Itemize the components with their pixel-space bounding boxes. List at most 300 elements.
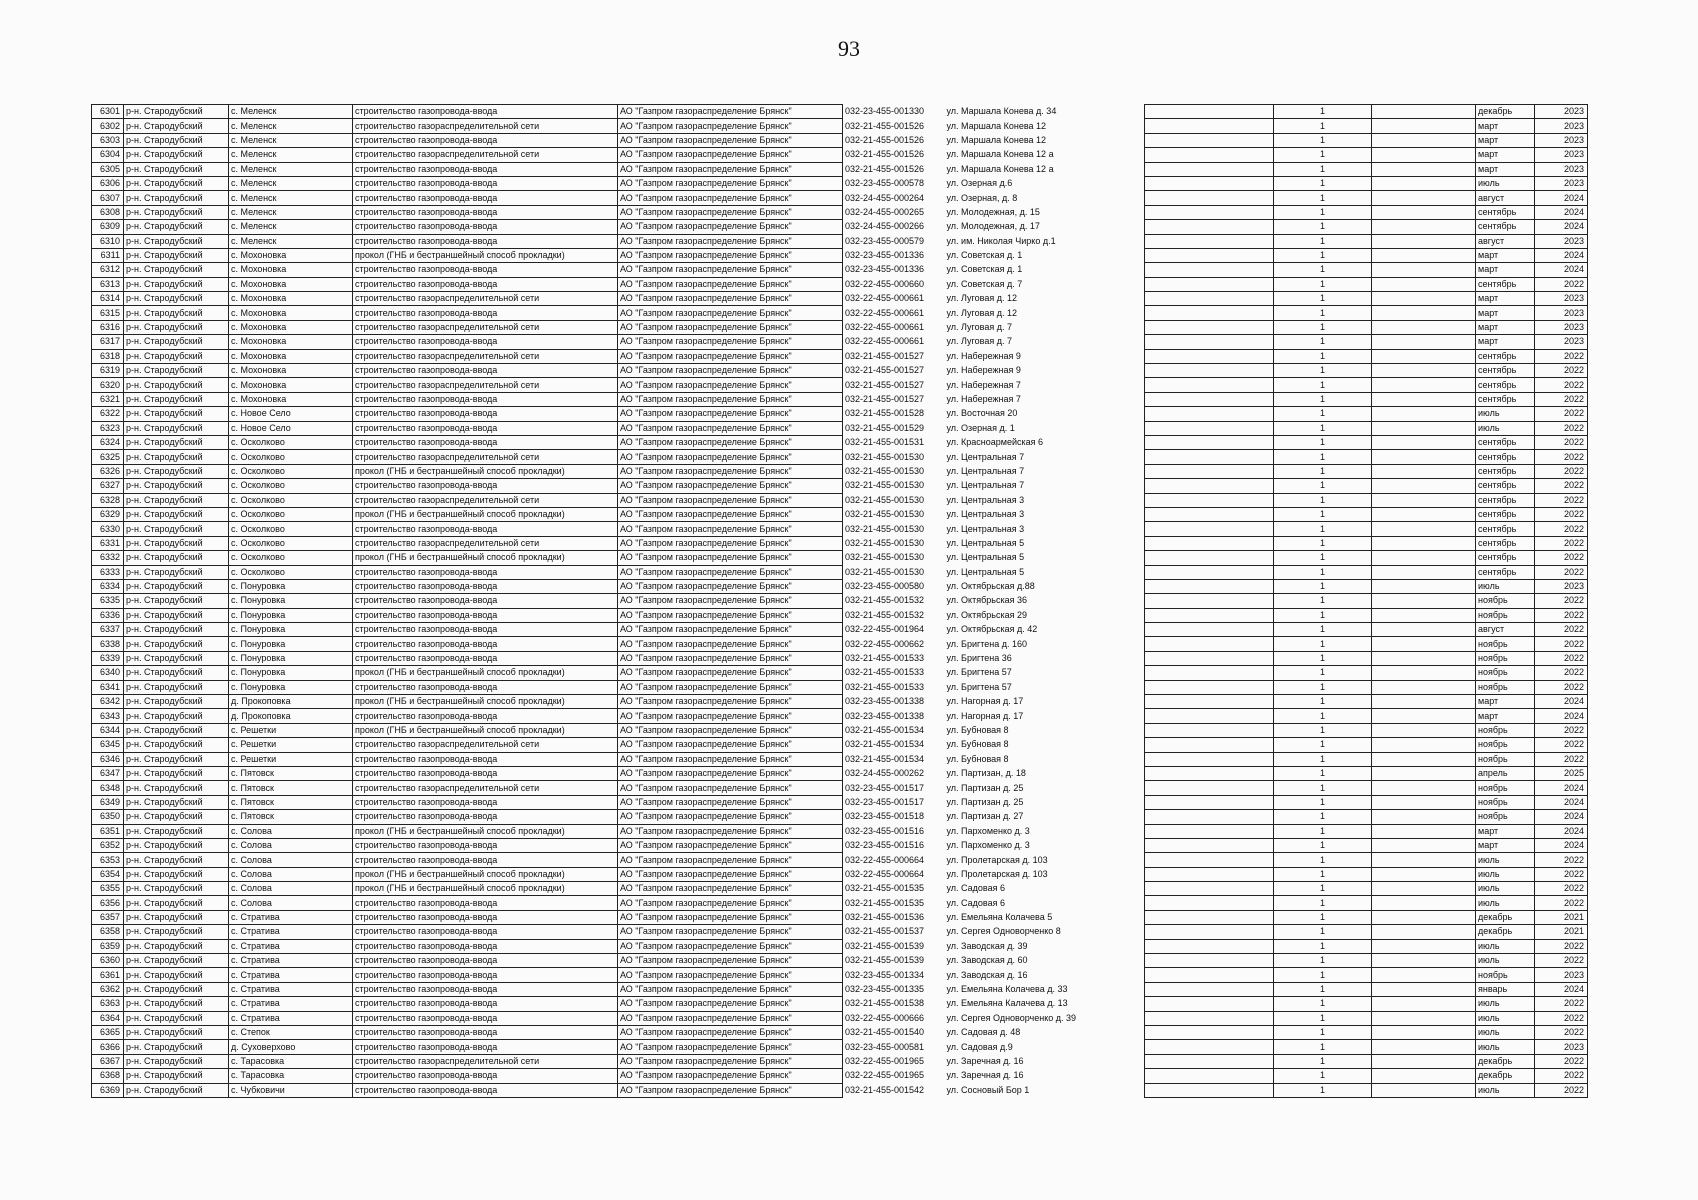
table-row: 6363 р-н. Стародубский с. Стратива строительство газопровода-ввода АО "Газпром газораспределение Брянск" 032-21-455-001538 ул. Емельяна Калачева д. 13	[92, 997, 945, 1011]
row-number-cell: 6319	[92, 364, 124, 378]
district-cell: р-н. Стародубский	[124, 680, 229, 694]
district-cell: р-н. Стародубский	[124, 795, 229, 809]
district-cell: р-н. Стародубский	[124, 867, 229, 881]
year-cell: 2023	[1535, 162, 1588, 176]
blank-cell	[1145, 882, 1274, 896]
work-type-cell: строительство газопровода-ввода	[353, 176, 618, 190]
organization-cell: АО "Газпром газораспределение Брянск"	[618, 651, 843, 665]
row-number-cell: 6332	[92, 551, 124, 565]
quantity-cell: 1	[1274, 450, 1372, 464]
table-row	[1145, 723, 1588, 737]
table-row	[1145, 450, 1588, 464]
table-row: 6339 р-н. Стародубский с. Понуровка строительство газопровода-ввода АО "Газпром газораспределение Брянск" 032-21-455-001533 ул. Бригтена 36	[92, 651, 945, 665]
quantity-cell: 1	[1274, 248, 1372, 262]
row-number-cell: 6316	[92, 320, 124, 334]
table-row: 6307 р-н. Стародубский с. Меленск строительство газопровода-ввода АО "Газпром газораспределение Брянск" 032-24-455-000264 ул. Озерная, д. 8	[92, 191, 945, 205]
row-number-cell: 6358	[92, 925, 124, 939]
quantity-cell: 1	[1274, 781, 1372, 795]
year-cell: 2022	[1535, 882, 1588, 896]
blank-cell	[1372, 105, 1476, 119]
table-row	[1145, 882, 1588, 896]
table-row	[1145, 738, 1588, 752]
row-number-cell: 6307	[92, 191, 124, 205]
blank-cell	[1145, 968, 1274, 982]
table-row: 6304 р-н. Стародубский с. Меленск строительство газораспределительной сети АО "Газпром газораспределение Брянск" 032-21-455-001526 ул. Маршала Конева 12 а	[92, 148, 945, 162]
work-type-cell: прокол (ГНБ и бестраншейный способ прокладки)	[353, 666, 618, 680]
work-type-cell: строительство газопровода-ввода	[353, 939, 618, 953]
work-type-cell: прокол (ГНБ и бестраншейный способ прокладки)	[353, 551, 618, 565]
year-cell: 2022	[1535, 435, 1588, 449]
table-row	[1145, 579, 1588, 593]
year-cell: 2022	[1535, 507, 1588, 521]
table-row	[1145, 364, 1588, 378]
blank-cell	[1372, 205, 1476, 219]
table-row: 6334 р-н. Стародубский с. Понуровка строительство газопровода-ввода АО "Газпром газораспределение Брянск" 032-23-455-000580 ул. Октябрьская д.88	[92, 579, 945, 593]
district-cell: р-н. Стародубский	[124, 435, 229, 449]
object-code-cell: 032-22-455-001965	[845, 1055, 925, 1066]
object-code-cell: 032-23-455-001517	[845, 796, 925, 807]
organization-cell: АО "Газпром газораспределение Брянск"	[618, 882, 843, 896]
year-cell: 2024	[1535, 220, 1588, 234]
month-cell: июль	[1476, 1026, 1535, 1040]
object-code-cell: 032-22-455-000666	[845, 1012, 925, 1023]
work-type-cell: строительство газопровода-ввода	[353, 968, 618, 982]
year-cell: 2022	[1535, 594, 1588, 608]
row-number-cell: 6301	[92, 105, 124, 119]
object-code-cell: 032-21-455-001527	[845, 394, 925, 404]
table-row: 6341 р-н. Стародубский с. Понуровка строительство газопровода-ввода АО "Газпром газораспределение Брянск" 032-21-455-001533 ул. Бригтена 57	[92, 680, 945, 694]
row-number-cell: 6350	[92, 810, 124, 824]
table-row	[1145, 148, 1588, 162]
table-row: 6329 р-н. Стародубский с. Осколково прокол (ГНБ и бестраншейный способ прокладки) АО "Газпром газораспределение Брянск" 032-21-455-001530 ул. Центральная 3	[92, 507, 945, 521]
quantity-cell: 1	[1274, 133, 1372, 147]
district-cell: р-н. Стародубский	[124, 810, 229, 824]
table-row	[1145, 1069, 1588, 1083]
blank-cell	[1372, 162, 1476, 176]
table-row: 6320 р-н. Стародубский с. Мохоновка строительство газораспределительной сети АО "Газпром газораспределение Брянск" 032-21-455-001527 ул. Набережная 7	[92, 378, 945, 392]
row-number-cell: 6318	[92, 349, 124, 363]
row-number-cell: 6337	[92, 623, 124, 637]
organization-cell: АО "Газпром газораспределение Брянск"	[618, 954, 843, 968]
table-row	[1145, 795, 1588, 809]
work-type-cell: строительство газопровода-ввода	[353, 205, 618, 219]
organization-cell: АО "Газпром газораспределение Брянск"	[618, 536, 843, 550]
work-type-cell: строительство газопровода-ввода	[353, 896, 618, 910]
settlement-cell: с. Стратива	[229, 910, 353, 924]
work-type-cell: строительство газопровода-ввода	[353, 522, 618, 536]
month-cell: январь	[1476, 982, 1535, 996]
year-cell: 2021	[1535, 925, 1588, 939]
blank-cell	[1145, 522, 1274, 536]
blank-cell	[1145, 623, 1274, 637]
settlement-cell: с. Солова	[229, 853, 353, 867]
object-code-cell: 032-21-455-001527	[845, 365, 925, 376]
work-type-cell: строительство газопровода-ввода	[353, 954, 618, 968]
object-code-cell: 032-21-455-001527	[845, 350, 925, 361]
settlement-cell: с. Решетки	[229, 752, 353, 766]
work-type-cell: строительство газопровода-ввода	[353, 1011, 618, 1025]
district-cell: р-н. Стародубский	[124, 479, 229, 493]
organization-cell: АО "Газпром газораспределение Брянск"	[618, 565, 843, 579]
blank-cell	[1372, 148, 1476, 162]
table-row: 6362 р-н. Стародубский с. Стратива строительство газопровода-ввода АО "Газпром газораспределение Брянск" 032-23-455-001335 ул. Емельяна Колачева д. 33	[92, 982, 945, 996]
row-number-cell: 6369	[92, 1083, 124, 1097]
settlement-cell: с. Осколково	[229, 479, 353, 493]
month-cell: июль	[1476, 1011, 1535, 1025]
table-row: 6340 р-н. Стародубский с. Понуровка прокол (ГНБ и бестраншейный способ прокладки) АО "Газпром газораспределение Брянск" 032-21-455-001533 ул. Бригтена 57	[92, 666, 945, 680]
blank-cell	[1372, 738, 1476, 752]
year-cell: 2022	[1535, 392, 1588, 406]
blank-cell	[1372, 695, 1476, 709]
quantity-cell: 1	[1274, 277, 1372, 291]
row-number-cell: 6321	[92, 392, 124, 406]
work-type-cell: строительство газораспределительной сети	[353, 349, 618, 363]
month-cell: ноябрь	[1476, 651, 1535, 665]
organization-cell: АО "Газпром газораспределение Брянск"	[618, 292, 843, 306]
year-cell: 2024	[1535, 982, 1588, 996]
year-cell: 2022	[1535, 623, 1588, 637]
row-number-cell: 6351	[92, 824, 124, 838]
blank-cell	[1145, 695, 1274, 709]
organization-cell: АО "Газпром газораспределение Брянск"	[618, 579, 843, 593]
blank-cell	[1145, 148, 1274, 162]
quantity-cell: 1	[1274, 910, 1372, 924]
row-number-cell: 6343	[92, 709, 124, 723]
table-row: 6333 р-н. Стародубский с. Осколково строительство газопровода-ввода АО "Газпром газораспределение Брянск" 032-21-455-001530 ул. Центральная 5	[92, 565, 945, 579]
month-cell: сентябрь	[1476, 364, 1535, 378]
table-row: 6315 р-н. Стародубский с. Мохоновка строительство газопровода-ввода АО "Газпром газораспределение Брянск" 032-22-455-000661 ул. Луговая д. 12	[92, 306, 945, 320]
year-cell: 2022	[1535, 680, 1588, 694]
year-cell: 2022	[1535, 536, 1588, 550]
table-row	[1145, 234, 1588, 248]
month-cell: ноябрь	[1476, 680, 1535, 694]
table-row	[1145, 565, 1588, 579]
work-type-cell: строительство газопровода-ввода	[353, 766, 618, 780]
object-code-cell: 032-23-455-000578	[845, 178, 925, 189]
table-row: 6348 р-н. Стародубский с. Пятовск строительство газораспределительной сети АО "Газпром газораспределение Брянск" 032-23-455-001517 ул. Партизан д. 25	[92, 781, 945, 795]
year-cell: 2022	[1535, 277, 1588, 291]
table-row: 6327 р-н. Стародубский с. Осколково строительство газопровода-ввода АО "Газпром газораспределение Брянск" 032-21-455-001530 ул. Центральная 7	[92, 479, 945, 493]
organization-cell: АО "Газпром газораспределение Брянск"	[618, 1040, 843, 1054]
quantity-cell: 1	[1274, 594, 1372, 608]
blank-cell	[1372, 968, 1476, 982]
settlement-cell: с. Степок	[229, 1026, 353, 1040]
district-cell: р-н. Стародубский	[124, 1026, 229, 1040]
row-number-cell: 6361	[92, 968, 124, 982]
settlement-cell: д. Прокоповка	[229, 709, 353, 723]
blank-cell	[1372, 824, 1476, 838]
month-cell: сентябрь	[1476, 464, 1535, 478]
table-row: 6314 р-н. Стародубский с. Мохоновка строительство газораспределительной сети АО "Газпром газораспределение Брянск" 032-22-455-000661 ул. Луговая д. 12	[92, 292, 945, 306]
row-number-cell: 6342	[92, 695, 124, 709]
settlement-cell: с. Стратива	[229, 968, 353, 982]
organization-cell: АО "Газпром газораспределение Брянск"	[618, 191, 843, 205]
year-cell: 2022	[1535, 1083, 1588, 1097]
work-type-cell: строительство газопровода-ввода	[353, 191, 618, 205]
blank-cell	[1372, 594, 1476, 608]
table-row	[1145, 119, 1588, 133]
year-cell: 2022	[1535, 522, 1588, 536]
row-number-cell: 6326	[92, 464, 124, 478]
table-row	[1145, 205, 1588, 219]
blank-cell	[1372, 306, 1476, 320]
blank-cell	[1372, 896, 1476, 910]
organization-cell: АО "Газпром газораспределение Брянск"	[618, 637, 843, 651]
settlement-cell: с. Меленск	[229, 133, 353, 147]
organization-cell: АО "Газпром газораспределение Брянск"	[618, 392, 843, 406]
row-number-cell: 6366	[92, 1040, 124, 1054]
quantity-cell: 1	[1274, 795, 1372, 809]
row-number-cell: 6360	[92, 954, 124, 968]
year-cell: 2022	[1535, 364, 1588, 378]
row-number-cell: 6349	[92, 795, 124, 809]
object-code-cell: 032-22-455-000664	[845, 868, 925, 879]
row-number-cell: 6340	[92, 666, 124, 680]
blank-cell	[1145, 133, 1274, 147]
organization-cell: АО "Газпром газораспределение Брянск"	[618, 105, 843, 119]
year-cell: 2022	[1535, 565, 1588, 579]
organization-cell: АО "Газпром газораспределение Брянск"	[618, 248, 843, 262]
blank-cell	[1372, 220, 1476, 234]
table-row	[1145, 982, 1588, 996]
blank-cell	[1145, 435, 1274, 449]
table-row	[1145, 968, 1588, 982]
blank-cell	[1372, 637, 1476, 651]
row-number-cell: 6345	[92, 738, 124, 752]
blank-cell	[1372, 392, 1476, 406]
object-code-cell: 032-23-455-000579	[845, 235, 925, 246]
quantity-cell: 1	[1274, 954, 1372, 968]
table-row	[1145, 896, 1588, 910]
object-code-cell: 032-23-455-000580	[845, 581, 925, 592]
district-cell: р-н. Стародубский	[124, 191, 229, 205]
settlement-cell: с. Осколково	[229, 536, 353, 550]
row-number-cell: 6348	[92, 781, 124, 795]
table-row: 6309 р-н. Стародубский с. Меленск строительство газопровода-ввода АО "Газпром газораспределение Брянск" 032-24-455-000266 ул. Молодежная, д. 17	[92, 220, 945, 234]
district-cell: р-н. Стародубский	[124, 637, 229, 651]
settlement-cell: с. Стратива	[229, 954, 353, 968]
object-code-cell: 032-21-455-001530	[845, 566, 925, 577]
blank-cell	[1372, 939, 1476, 953]
row-number-cell: 6306	[92, 176, 124, 190]
row-number-cell: 6353	[92, 853, 124, 867]
settlement-cell: с. Меленск	[229, 162, 353, 176]
page-number: 93	[838, 36, 860, 61]
table-row	[1145, 176, 1588, 190]
object-code-cell: 032-22-455-001965	[845, 1070, 925, 1081]
organization-cell: АО "Газпром газораспределение Брянск"	[618, 335, 843, 349]
work-type-cell: строительство газопровода-ввода	[353, 1040, 618, 1054]
month-cell: сентябрь	[1476, 536, 1535, 550]
quantity-cell: 1	[1274, 205, 1372, 219]
blank-cell	[1145, 637, 1274, 651]
district-cell: р-н. Стародубский	[124, 176, 229, 190]
work-type-cell: строительство газопровода-ввода	[353, 234, 618, 248]
blank-cell	[1145, 349, 1274, 363]
blank-cell	[1145, 320, 1274, 334]
year-cell: 2022	[1535, 608, 1588, 622]
year-cell: 2022	[1535, 637, 1588, 651]
row-number-cell: 6331	[92, 536, 124, 550]
quantity-cell: 1	[1274, 651, 1372, 665]
table-row	[1145, 133, 1588, 147]
work-type-cell: строительство газопровода-ввода	[353, 421, 618, 435]
organization-cell: АО "Газпром газораспределение Брянск"	[618, 435, 843, 449]
month-cell: август	[1476, 623, 1535, 637]
table-row: 6322 р-н. Стародубский с. Новое Село строительство газопровода-ввода АО "Газпром газораспределение Брянск" 032-21-455-001528 ул. Восточная 20	[92, 407, 945, 421]
row-number-cell: 6363	[92, 997, 124, 1011]
blank-cell	[1372, 119, 1476, 133]
work-type-cell: строительство газопровода-ввода	[353, 162, 618, 176]
district-cell: р-н. Стародубский	[124, 248, 229, 262]
table-row: 6321 р-н. Стародубский с. Мохоновка строительство газопровода-ввода АО "Газпром газораспределение Брянск" 032-21-455-001527 ул. Набережная 7	[92, 392, 945, 406]
month-cell: июль	[1476, 896, 1535, 910]
organization-cell: АО "Газпром газораспределение Брянск"	[618, 623, 843, 637]
month-cell: ноябрь	[1476, 752, 1535, 766]
blank-cell	[1145, 1054, 1274, 1068]
quantity-cell: 1	[1274, 335, 1372, 349]
month-cell: сентябрь	[1476, 450, 1535, 464]
table-row: 6317 р-н. Стародубский с. Мохоновка строительство газопровода-ввода АО "Газпром газораспределение Брянск" 032-22-455-000661 ул. Луговая д. 7	[92, 335, 945, 349]
quantity-cell: 1	[1274, 824, 1372, 838]
district-cell: р-н. Стародубский	[124, 162, 229, 176]
table-row: 6369 р-н. Стародубский с. Чубковичи строительство газопровода-ввода АО "Газпром газораспределение Брянск" 032-21-455-001542 ул. Сосновый Бор 1	[92, 1083, 945, 1097]
month-cell: март	[1476, 148, 1535, 162]
settlement-cell: с. Меленск	[229, 176, 353, 190]
quantity-cell: 1	[1274, 435, 1372, 449]
blank-cell	[1372, 407, 1476, 421]
quantity-cell: 1	[1274, 162, 1372, 176]
settlement-cell: с. Понуровка	[229, 579, 353, 593]
blank-cell	[1145, 810, 1274, 824]
blank-cell	[1145, 1083, 1274, 1097]
organization-cell: АО "Газпром газораспределение Брянск"	[618, 407, 843, 421]
month-cell: декабрь	[1476, 105, 1535, 119]
district-cell: р-н. Стародубский	[124, 1069, 229, 1083]
district-cell: р-н. Стародубский	[124, 709, 229, 723]
quantity-cell: 1	[1274, 738, 1372, 752]
organization-cell: АО "Газпром газораспределение Брянск"	[618, 709, 843, 723]
month-cell: август	[1476, 191, 1535, 205]
month-cell: июль	[1476, 853, 1535, 867]
quantity-cell: 1	[1274, 148, 1372, 162]
table-row: 6306 р-н. Стародубский с. Меленск строительство газопровода-ввода АО "Газпром газораспределение Брянск" 032-23-455-000578 ул. Озерная д.6	[92, 176, 945, 190]
year-cell: 2023	[1535, 234, 1588, 248]
object-code-cell: 032-21-455-001533	[845, 681, 925, 692]
object-code-cell: 032-21-455-001529	[845, 422, 925, 433]
object-code-cell: 032-21-455-001539	[845, 955, 925, 966]
object-code-cell: 032-21-455-001535	[845, 883, 925, 894]
work-type-cell: прокол (ГНБ и бестраншейный способ прокладки)	[353, 248, 618, 262]
quantity-cell: 1	[1274, 752, 1372, 766]
settlement-cell: с. Меленск	[229, 220, 353, 234]
organization-cell: АО "Газпром газораспределение Брянск"	[618, 925, 843, 939]
blank-cell	[1372, 1054, 1476, 1068]
work-type-cell: строительство газопровода-ввода	[353, 565, 618, 579]
table-row: 6330 р-н. Стародубский с. Осколково строительство газопровода-ввода АО "Газпром газораспределение Брянск" 032-21-455-001530 ул. Центральная 3	[92, 522, 945, 536]
table-row	[1145, 551, 1588, 565]
row-number-cell: 6310	[92, 234, 124, 248]
year-cell: 2022	[1535, 378, 1588, 392]
blank-cell	[1372, 1040, 1476, 1054]
table-row	[1145, 162, 1588, 176]
blank-cell	[1145, 407, 1274, 421]
work-type-cell: строительство газопровода-ввода	[353, 1026, 618, 1040]
district-cell: р-н. Стародубский	[124, 608, 229, 622]
table-row: 6344 р-н. Стародубский с. Решетки прокол (ГНБ и бестраншейный способ прокладки) АО "Газпром газораспределение Брянск" 032-21-455-001534 ул. Бубновая 8	[92, 723, 945, 737]
work-type-cell: строительство газопровода-ввода	[353, 982, 618, 996]
settlement-cell: с. Осколково	[229, 522, 353, 536]
work-type-cell: прокол (ГНБ и бестраншейный способ прокладки)	[353, 882, 618, 896]
district-cell: р-н. Стародубский	[124, 1011, 229, 1025]
table-row	[1145, 637, 1588, 651]
table-row: 6324 р-н. Стародубский с. Осколково строительство газопровода-ввода АО "Газпром газораспределение Брянск" 032-21-455-001531 ул. Красноармейская 6	[92, 435, 945, 449]
quantity-cell: 1	[1274, 882, 1372, 896]
year-cell: 2024	[1535, 781, 1588, 795]
object-code-cell: 032-21-455-001530	[845, 523, 925, 534]
table-row: 6323 р-н. Стародубский с. Новое Село строительство газопровода-ввода АО "Газпром газораспределение Брянск" 032-21-455-001529 ул. Озерная д. 1	[92, 421, 945, 435]
year-cell: 2022	[1535, 752, 1588, 766]
work-type-cell: строительство газопровода-ввода	[353, 277, 618, 291]
table-row	[1145, 594, 1588, 608]
table-row	[1145, 421, 1588, 435]
district-cell: р-н. Стародубский	[124, 292, 229, 306]
district-cell: р-н. Стародубский	[124, 464, 229, 478]
blank-cell	[1372, 781, 1476, 795]
month-cell: сентябрь	[1476, 507, 1535, 521]
table-row: 6331 р-н. Стародубский с. Осколково строительство газораспределительной сети АО "Газпром газораспределение Брянск" 032-21-455-001530 ул. Центральная 5	[92, 536, 945, 550]
quantity-cell: 1	[1274, 666, 1372, 680]
table-row	[1145, 781, 1588, 795]
work-type-cell: строительство газопровода-ввода	[353, 853, 618, 867]
object-code-cell: 032-22-455-000661	[845, 322, 925, 333]
organization-cell: АО "Газпром газораспределение Брянск"	[618, 306, 843, 320]
table-row	[1145, 105, 1588, 119]
district-cell: р-н. Стародубский	[124, 220, 229, 234]
table-row	[1145, 392, 1588, 406]
table-row	[1145, 349, 1588, 363]
month-cell: июль	[1476, 867, 1535, 881]
district-cell: р-н. Стародубский	[124, 407, 229, 421]
organization-cell: АО "Газпром газораспределение Брянск"	[618, 594, 843, 608]
district-cell: р-н. Стародубский	[124, 738, 229, 752]
month-cell: ноябрь	[1476, 594, 1535, 608]
blank-cell	[1372, 623, 1476, 637]
table-row: 6319 р-н. Стародубский с. Мохоновка строительство газопровода-ввода АО "Газпром газораспределение Брянск" 032-21-455-001527 ул. Набережная 9	[92, 364, 945, 378]
month-cell: март	[1476, 133, 1535, 147]
blank-cell	[1372, 795, 1476, 809]
district-cell: р-н. Стародубский	[124, 493, 229, 507]
year-cell: 2024	[1535, 695, 1588, 709]
settlement-cell: с. Мохоновка	[229, 378, 353, 392]
district-cell: р-н. Стародубский	[124, 982, 229, 996]
quantity-cell: 1	[1274, 421, 1372, 435]
row-number-cell: 6338	[92, 637, 124, 651]
month-cell: ноябрь	[1476, 781, 1535, 795]
settlement-cell: с. Осколково	[229, 450, 353, 464]
district-cell: р-н. Стародубский	[124, 1054, 229, 1068]
table-row: 6342 р-н. Стародубский д. Прокоповка прокол (ГНБ и бестраншейный способ прокладки) АО "Газпром газораспределение Брянск" 032-23-455-001338 ул. Нагорная д. 17	[92, 695, 945, 709]
quantity-cell: 1	[1274, 579, 1372, 593]
organization-cell: АО "Газпром газораспределение Брянск"	[618, 551, 843, 565]
month-cell: сентябрь	[1476, 378, 1535, 392]
row-number-cell: 6354	[92, 867, 124, 881]
table-row	[1145, 752, 1588, 766]
work-type-cell: строительство газопровода-ввода	[353, 364, 618, 378]
blank-cell	[1145, 234, 1274, 248]
organization-cell: АО "Газпром газораспределение Брянск"	[618, 766, 843, 780]
object-code-cell: 032-21-455-001535	[845, 897, 925, 908]
